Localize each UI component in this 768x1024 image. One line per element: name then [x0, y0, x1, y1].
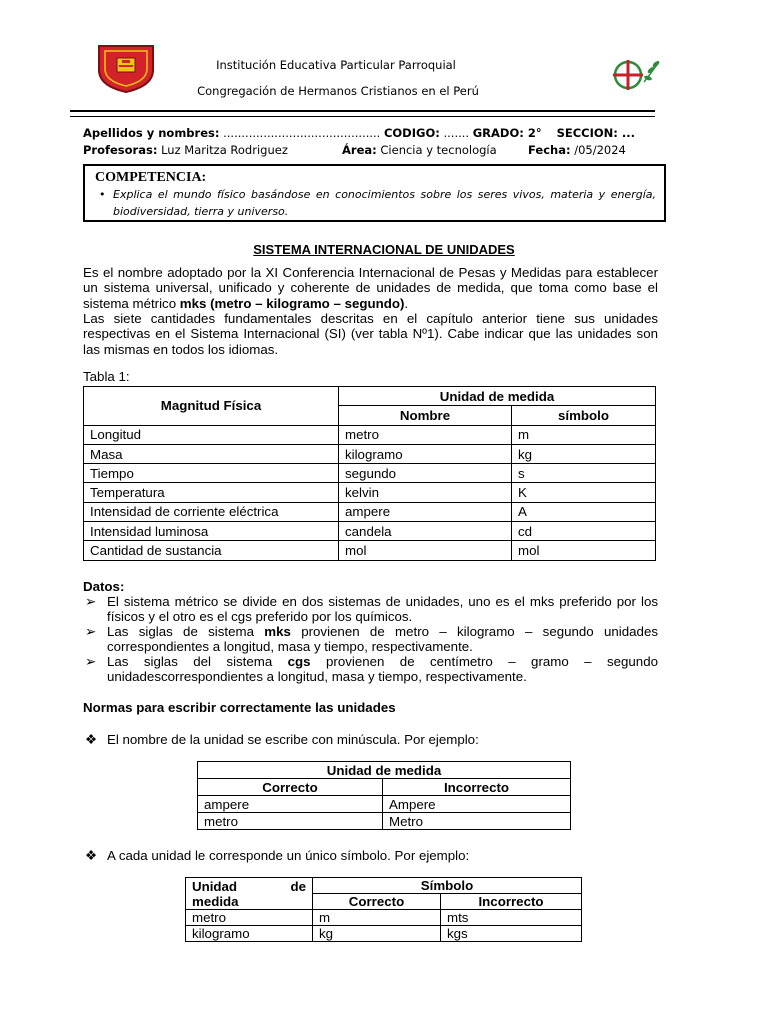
- code-field[interactable]: .......: [439, 126, 473, 140]
- normas-title: Normas para escribir correctamente las unidades: [83, 700, 396, 715]
- units-table: [83, 386, 656, 561]
- competencia-text: • Explica el mundo físico basándose en conocimientos sobre los seres vivos, materia y energía, biodiversidad, tierra y universo.: [113, 186, 656, 220]
- date-info: Fecha: /05/2024: [528, 143, 626, 157]
- header-unidad: Unidad de medida: [339, 387, 656, 406]
- list-item: ➢ El sistema métrico se divide en dos sistemas de unidades, uno es el mks preferido por los físicos y el otro es el cgs preferido por los químicos.: [85, 594, 658, 624]
- student-info-row: Apellidos y nombres: ........................................... CODIGO: ....... GRADO: 2° SECCION: ...: [83, 126, 636, 140]
- normas-rule-2: ❖ A cada unidad le corresponde un único símbolo. Por ejemplo:: [85, 848, 470, 863]
- header-unidad-de-medida: Unidad de medida: [186, 878, 313, 910]
- congregation-emblem-logo: [604, 52, 664, 98]
- table-row: Temperatura kelvin K: [84, 483, 656, 502]
- header-rule-thick: [70, 110, 655, 112]
- table-row: metro Metro: [198, 813, 571, 830]
- area-info: Área: Ciencia y tecnología: [342, 143, 497, 157]
- congregation-name: Congregación de Hermanos Cristianos en el Perú: [197, 84, 479, 98]
- header-incorrecto: Incorrecto: [441, 894, 582, 910]
- diamond-bullet-icon: ❖: [85, 848, 97, 863]
- datos-title: Datos:: [83, 579, 125, 594]
- competencia-title: COMPETENCIA:: [95, 170, 207, 185]
- symbol-example-table: [185, 877, 582, 942]
- arrowhead-bullet-icon: ➢: [85, 654, 97, 669]
- table-row: Masa kilogramo kg: [84, 444, 656, 463]
- header-incorrecto: Incorrecto: [383, 779, 571, 796]
- table-row: ampere Ampere: [198, 796, 571, 813]
- table-row: Intensidad luminosa candela cd: [84, 522, 656, 541]
- intro-paragraph-2: Las siete cantidades fundamentales descritas en el capítulo anterior tiene sus unidades respectivas en el Sistema Internacional (SI) (ver tabla Nº1). Cabe indicar que las unidades son las mismas en todos los idiomas.: [83, 311, 658, 357]
- header-magnitud: Magnitud Física: [84, 387, 339, 426]
- header-simbolo: Símbolo: [313, 878, 582, 894]
- diamond-bullet-icon: ❖: [85, 732, 97, 747]
- header-unidad-medida: Unidad de medida: [198, 762, 571, 779]
- table-row: Cantidad de sustancia mol mol: [84, 541, 656, 560]
- header-correcto: Correcto: [198, 779, 383, 796]
- datos-section: [83, 579, 658, 684]
- table-row: kilogramo kg kgs: [186, 926, 582, 942]
- table-row: Longitud metro m: [84, 425, 656, 444]
- list-item: ➢ Las siglas de sistema mks provienen de metro – kilogramo – segundo unidades correspondientes a longitud, masa y tiempo, respectivamente.: [85, 624, 658, 654]
- header-simbolo: símbolo: [512, 406, 656, 425]
- header-correcto: Correcto: [313, 894, 441, 910]
- header-rule-thin: [70, 116, 655, 117]
- arrowhead-bullet-icon: ➢: [85, 594, 97, 609]
- table-row: Tiempo segundo s: [84, 464, 656, 483]
- name-field[interactable]: ...........................................: [219, 126, 384, 140]
- table-row: metro m mts: [186, 910, 582, 926]
- school-name: Institución Educativa Particular Parroquial: [216, 58, 456, 72]
- list-item: ➢ Las siglas del sistema cgs provienen de centímetro – gramo – segundo unidadescorrespondientes a longitud, masa y tiempo, respectivamente.: [85, 654, 658, 684]
- table1-caption: Tabla 1:: [83, 369, 130, 384]
- arrowhead-bullet-icon: ➢: [85, 624, 97, 639]
- case-example-table: [197, 761, 571, 830]
- competencia-box: [83, 164, 666, 222]
- intro-paragraph-1: Es el nombre adoptado por la XI Conferencia Internacional de Pesas y Medidas para establecer un sistema universal, unificado y coherente de unidades de medida, que toma como base el sistema métrico mks (metro – kilogramo – segundo).: [83, 265, 658, 311]
- table-row: Intensidad de corriente eléctrica ampere A: [84, 502, 656, 521]
- teacher-info-row: Profesoras: Luz Maritza Rodriguez: [83, 143, 288, 157]
- normas-rule-1: ❖ El nombre de la unidad se escribe con minúscula. Por ejemplo:: [85, 732, 479, 747]
- page-title: SISTEMA INTERNACIONAL DE UNIDADES: [253, 242, 515, 257]
- header-nombre: Nombre: [339, 406, 512, 425]
